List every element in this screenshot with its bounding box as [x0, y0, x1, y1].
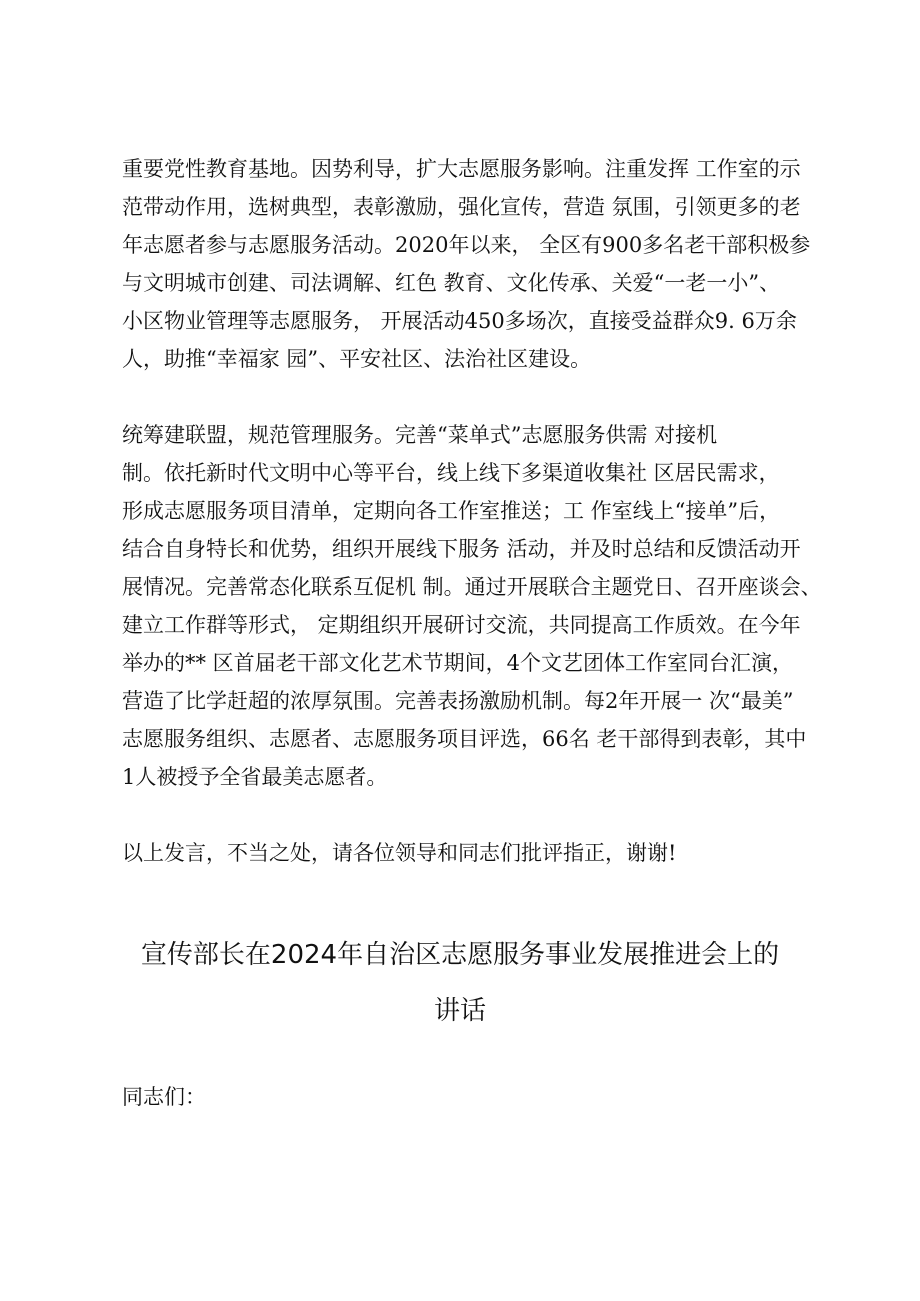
- paragraph-closing-remarks: [122, 834, 822, 872]
- text-line: 与文明城市创建、司法调解、红色 教育、文化传承、关爱“一老一小”、: [122, 271, 781, 295]
- text-line: 小区物业管理等志愿服务， 开展活动450多场次，直接受益群众9. 6万余: [122, 309, 797, 333]
- text-line: 1人被授予全省最美志愿者。: [122, 765, 388, 789]
- text-line: 人，助推“幸福家 园”、平安社区、法治社区建设。: [122, 347, 592, 371]
- paragraph-alliance-management: [122, 416, 822, 796]
- text-line: 志愿服务组织、志愿者、志愿服务项目评选，66名 老干部得到表彰，其中: [122, 727, 807, 751]
- text-line: 结合自身特长和优势，组织开展线下服务 活动，并及时总结和反馈活动开: [122, 537, 801, 561]
- text-line: 重要党性教育基地。因势利导，扩大志愿服务影响。注重发挥 工作室的示: [122, 157, 801, 181]
- text-line: 营造了比学赶超的浓厚氛围。完善表扬激励机制。每2年开展一 次“最美”: [122, 689, 794, 713]
- text-line: 形成志愿服务项目清单，定期向各工作室推送；工 作室线上“接单”后，: [122, 499, 781, 523]
- text-line: 以上发言，不当之处，请各位领导和同志们批评指正，谢谢!: [122, 841, 677, 865]
- text-line: 范带动作用，选树典型，表彰激励，强化宣传，营造 氛围，引领更多的老: [122, 195, 801, 219]
- paragraph-volunteer-influence: [122, 150, 822, 378]
- text-line: 举办的** 区首届老干部文化艺术节期间，4个文艺团体工作室同台汇演，: [122, 651, 794, 675]
- text-line: 年志愿者参与志愿服务活动。2020年以来， 全区有900多名老干部积极参: [122, 233, 811, 257]
- greeting: 同志们：: [122, 1085, 206, 1109]
- text-line: 展情况。完善常态化联系互促机 制。通过开展联合主题党日、召开座谈会、: [122, 575, 822, 599]
- speech-title-line-2: 讲话: [433, 996, 486, 1026]
- text-line: 统筹建联盟，规范管理服务。完善“菜单式”志愿服务供需 对接机: [122, 423, 718, 447]
- text-line: 制。依托新时代文明中心等平台，线上线下多渠道收集社 区居民需求，: [122, 461, 780, 485]
- speech-title-line-1: 宣传部长在2024年自治区志愿服务事业发展推进会上的: [140, 940, 780, 970]
- text-line: 建立工作群等形式， 定期组织开展研讨交流，共同提高工作质效。在今年: [122, 613, 801, 637]
